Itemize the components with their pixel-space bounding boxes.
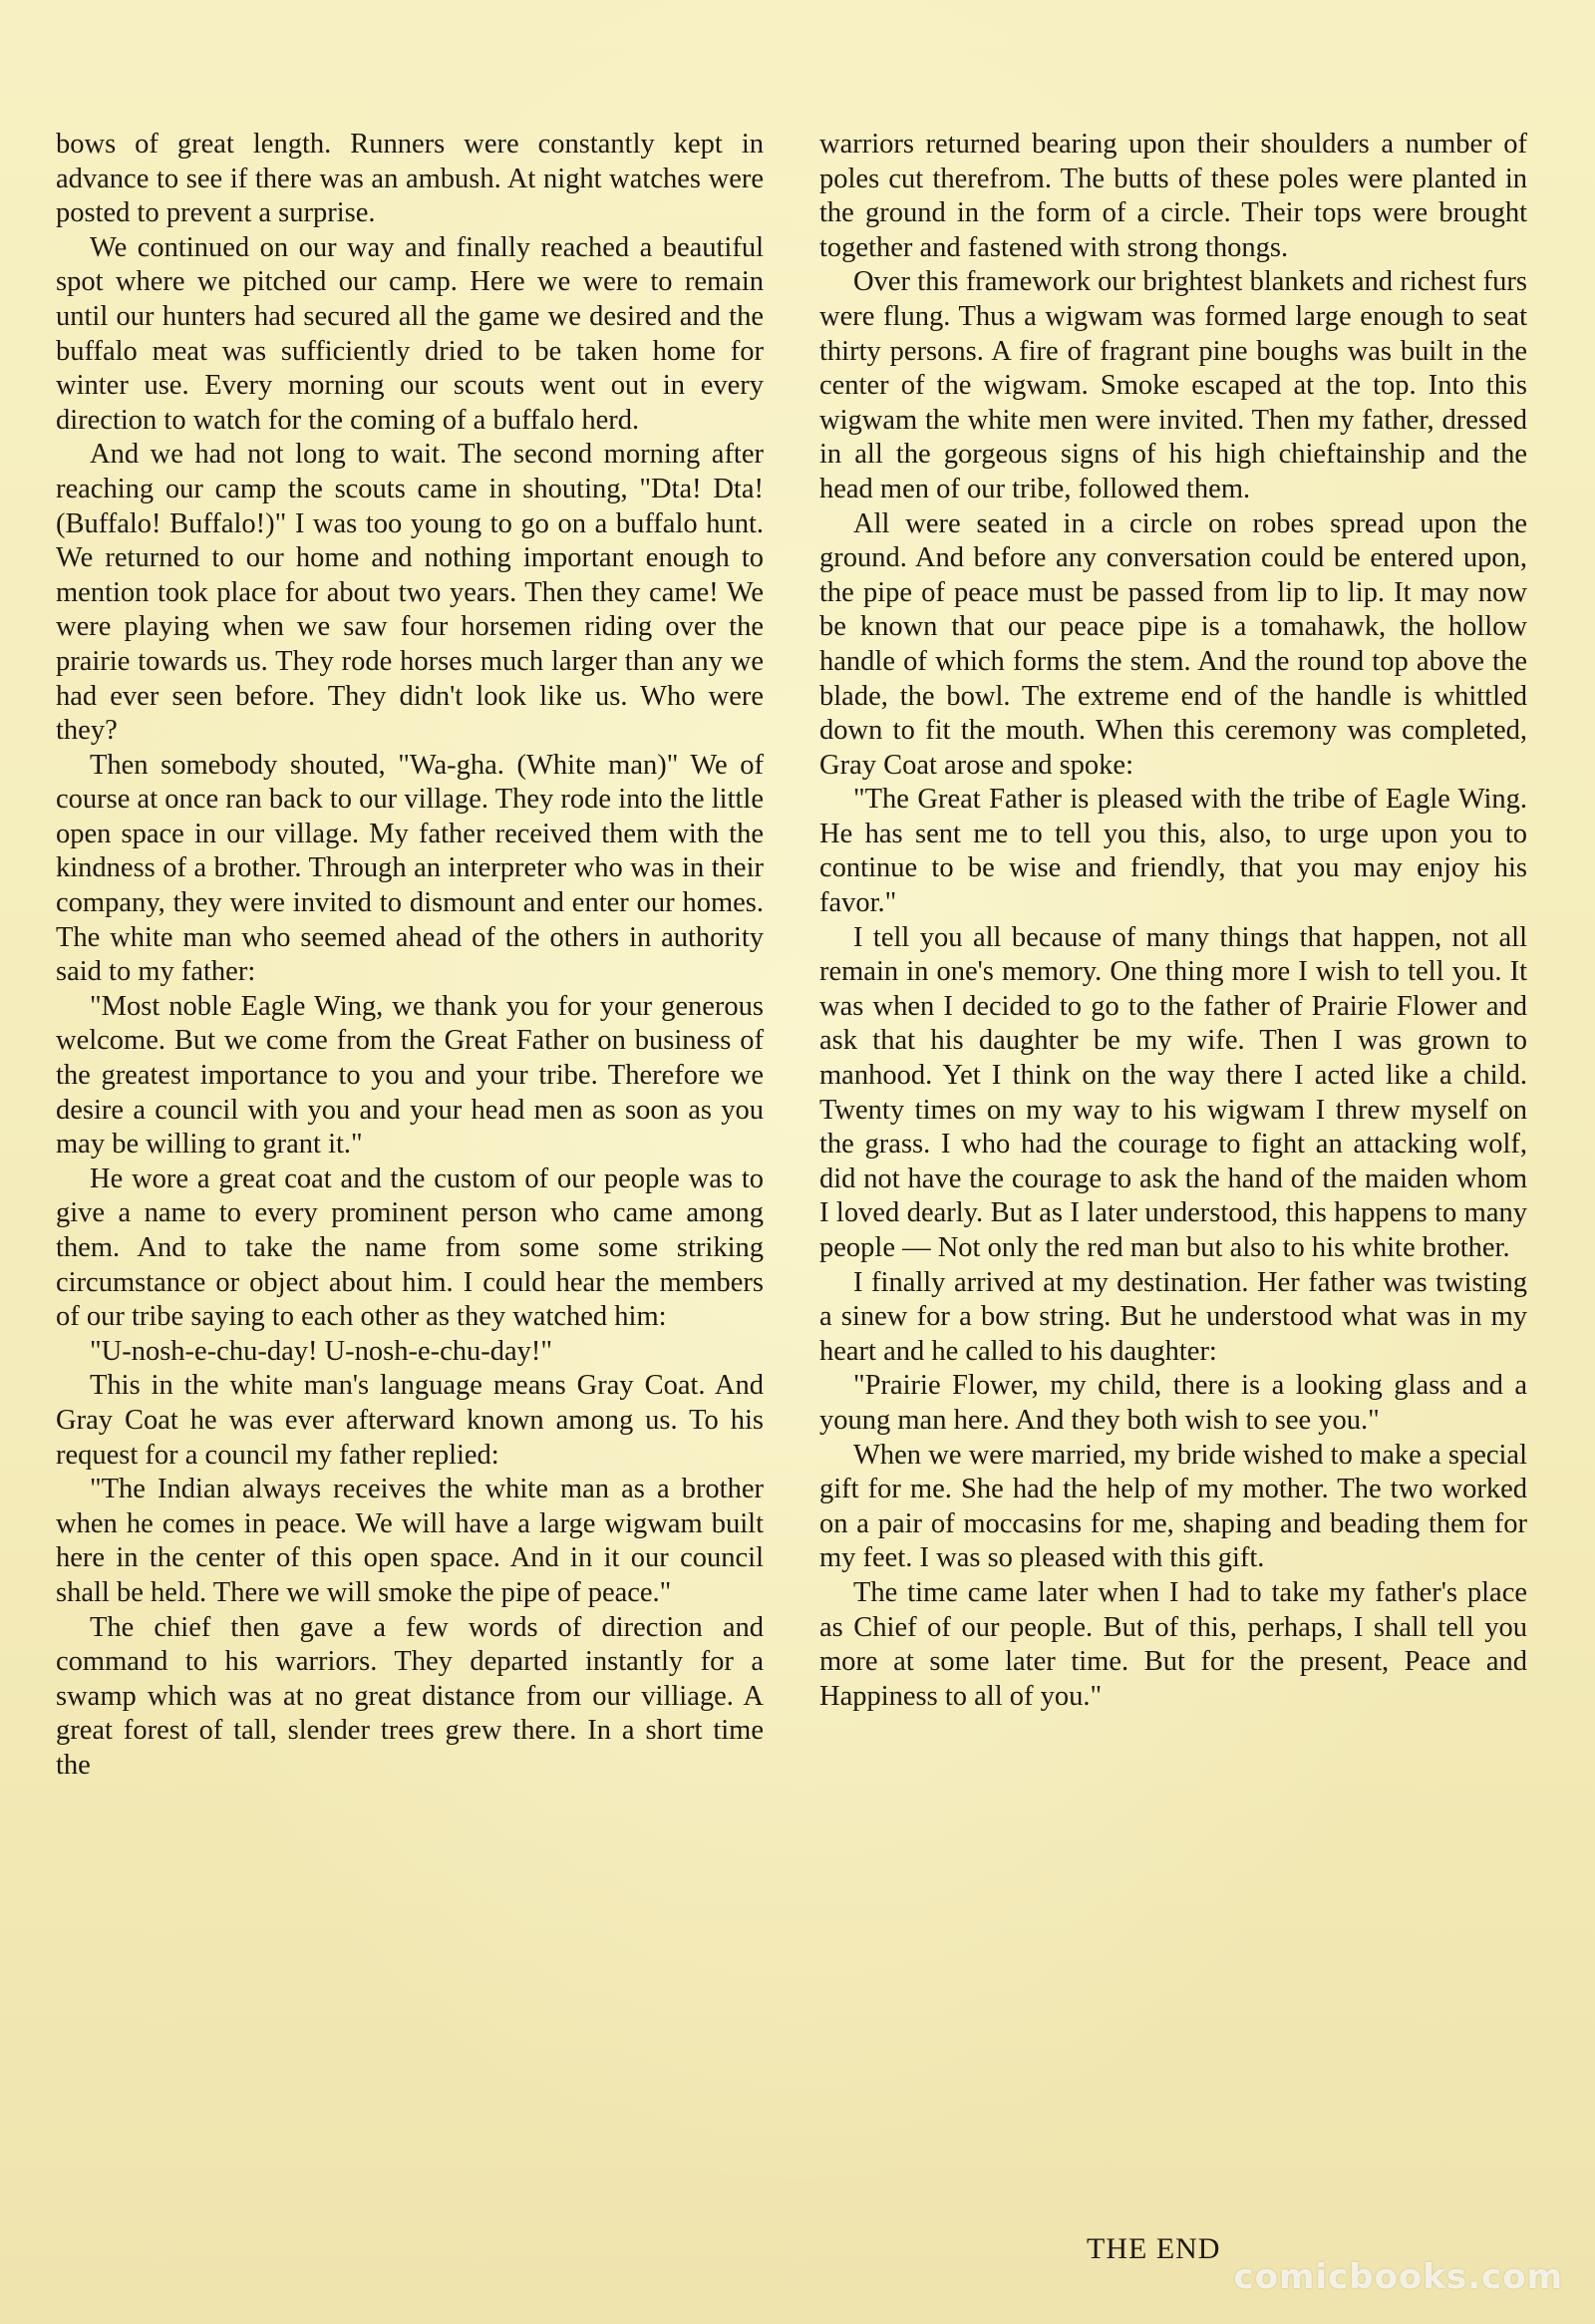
- watermark: comicbooks.com: [1233, 2257, 1563, 2297]
- paragraph: All were seated in a circle on robes spread upon the ground. And before any conversation could be entered upon, the pipe of peace must be passed from lip to lip. It may now be known that our peace pipe is a tomahawk, the hollow handle of which forms the stem. And the round top above the blade, the bowl. The extreme end of the handle is whittled down to fit the mouth. When this ceremony was completed, Gray Coat arose and spoke:: [819, 507, 1527, 781]
- paragraph: And we had not long to wait. The second morning after reaching our camp the scouts came in shouting, "Dta! Dta! (Buffalo! Buffalo!)" I was too young to go on a buffalo hunt. We returned to our home and nothing important enough to mention took place for about two years. Then they came! We were playing when we saw four horsemen riding over the prairie towards us. They rode horses much larger than any we had ever seen before. They didn't look like us. Who were they?: [56, 439, 764, 747]
- paragraph: When we were married, my bride wished to make a special gift for me. She had the help of my mother. The two worked on a pair of moccasins for me, shaping and beading them for my feet. I was so pleased with this gift.: [819, 1439, 1527, 1574]
- paragraph: This in the white man's language means Gray Coat. And Gray Coat he was ever afterward known among us. To his request for a council my father replied:: [56, 1370, 764, 1471]
- paragraph: "Most noble Eagle Wing, we thank you for your generous welcome. But we come from the Great Father on business of the greatest importance to you and your tribe. Therefore we desire a council with you and your head men as soon as you may be willing to grant it.": [56, 990, 764, 1161]
- paragraph: Then somebody shouted, "Wa-gha. (White man)" We of course at once ran back to our village. They rode into the little open space in our village. My father received them with the kindness of a brother. Through an interpreter who was in their company, they were invited to dismount and enter our homes. The white man who seemed ahead of the others in authority said to my father:: [56, 749, 764, 988]
- paragraph: We continued on our way and finally reached a beautiful spot where we pitched our camp. Here we were to remain until our hunters had secured all the game we desired and the buffalo meat was sufficiently dried to be taken home for winter use. Every morning our scouts went out in every direction to watch for the coming of a buffalo herd.: [56, 231, 764, 436]
- paragraph: bows of great length. Runners were constantly kept in advance to see if there was an ambush. At night watches were posted to prevent a surprise.: [56, 129, 764, 229]
- left-text-column: [56, 128, 764, 1784]
- paragraph: He wore a great coat and the custom of our people was to give a name to every prominent person who came among them. And to take the name from some some striking circumstance or object about him. I could hear the members of our tribe saying to each other as they watched him:: [56, 1162, 764, 1333]
- paragraph: warriors returned bearing upon their shoulders a number of poles cut therefrom. The butts of these poles were planted in the ground in the form of a circle. Their tops were brought together and fastened with strong thongs.: [819, 129, 1527, 263]
- paragraph: I tell you all because of many things that happen, not all remain in one's memory. One thing more I wish to tell you. It was when I decided to go to the father of Prairie Flower and ask that his daughter be my wife. Then I was grown to manhood. Yet I think on the way there I acted like a child. Twenty times on my way to his wigwam I threw myself on the grass. I who had the courage to fight an attacking wolf, did not have the courage to ask the hand of the maiden whom I loved dearly. But as I later understood, this happens to many people — Not only the red man but also to his white brother.: [819, 921, 1527, 1263]
- the-end-label: THE END: [1087, 2232, 1221, 2265]
- paragraph: The time came later when I had to take my father's place as Chief of our people. But of this, perhaps, I shall tell you more at some later time. But for the present, Peace and Happiness to all of you.": [819, 1576, 1527, 1712]
- paragraph: I finally arrived at my destination. Her father was twisting a sinew for a bow string. But he understood what was in my heart and he called to his daughter:: [819, 1266, 1527, 1367]
- right-text-column: [819, 128, 1527, 1714]
- paragraph: "U-nosh-e-chu-day! U-nosh-e-chu-day!": [90, 1335, 553, 1367]
- paragraph: Over this framework our brightest blankets and richest furs were flung. Thus a wigwam was formed large enough to seat thirty persons. A fire of fragrant pine boughs was built in the center of the wigwam. Smoke escaped at the top. Into this wigwam the white men were invited. Then my father, dressed in all the gorgeous signs of his high chieftainship and the head men of our tribe, followed them.: [819, 266, 1527, 504]
- paragraph: The chief then gave a few words of direction and command to his warriors. They departed instantly for a swamp which was at no great distance from our villiage. A great forest of tall, slender trees grew there. In a short time the: [56, 1611, 764, 1781]
- paragraph: "The Great Father is pleased with the tribe of Eagle Wing. He has sent me to tell you this, also, to urge upon you to continue to be wise and friendly, that you may enjoy his favor.": [819, 784, 1527, 919]
- paragraph: "Prairie Flower, my child, there is a looking glass and a young man here. And they both wish to see you.": [819, 1370, 1527, 1436]
- paragraph: "The Indian always receives the white man as a brother when he comes in peace. We will have a large wigwam built here in the center of this open space. And in it our council shall be held. There we will smoke the pipe of peace.": [56, 1474, 764, 1608]
